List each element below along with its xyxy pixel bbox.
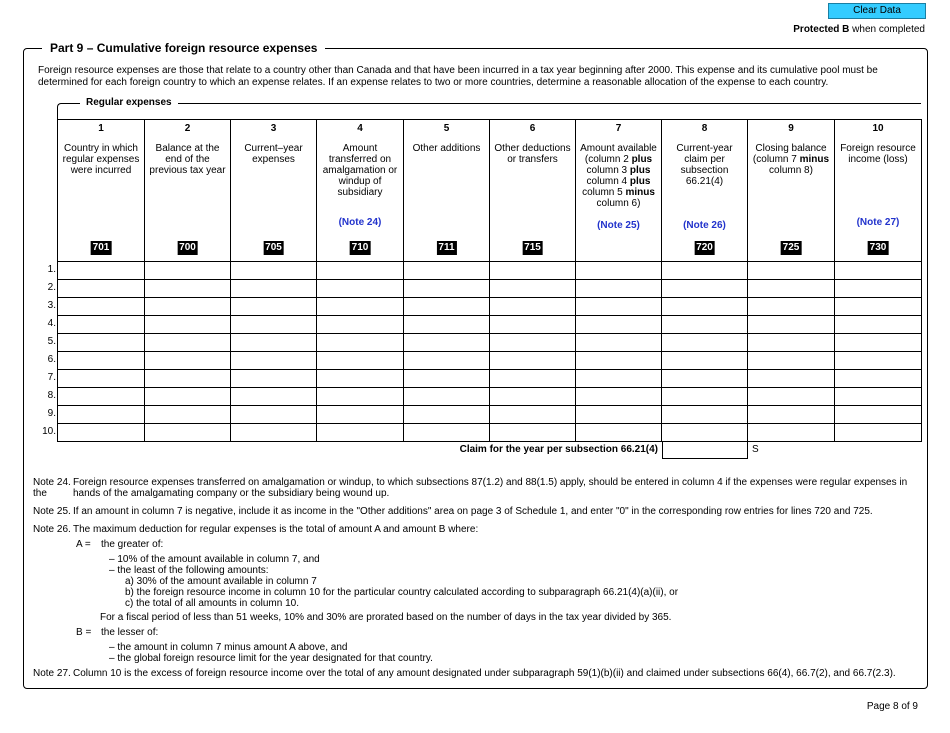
column-number: 3	[270, 123, 277, 134]
table-cell-input[interactable]	[404, 334, 490, 352]
column-number: 7	[615, 123, 622, 134]
table-cell-input[interactable]	[748, 334, 835, 352]
table-cell-input[interactable]	[145, 316, 231, 334]
table-cell-input[interactable]	[58, 370, 145, 388]
column-description: Current-year claim per subsection 66.21(4)	[676, 143, 733, 187]
table-cell-input[interactable]	[317, 370, 404, 388]
table-cell-input[interactable]	[317, 262, 404, 280]
table-cell-input[interactable]	[145, 262, 231, 280]
table-cell-input[interactable]	[490, 424, 576, 442]
row-number: 5.	[47, 336, 56, 347]
table-cell-input[interactable]	[490, 406, 576, 424]
protected-label: Protected B when completed	[793, 24, 925, 35]
table-row	[58, 298, 922, 316]
table-cell-input[interactable]	[317, 298, 404, 316]
fiscal-period-note: For a fiscal period of less than 51 weeks, 10% and 30% are prorated based on the number of days in the tax year divided by 365.	[100, 612, 672, 623]
table-cell-input[interactable]	[576, 334, 662, 352]
table-row	[58, 370, 922, 388]
amount-a-label: A =	[76, 539, 91, 550]
regular-expenses-label: Regular expenses	[80, 97, 178, 108]
amount-b-label: B =	[76, 627, 92, 638]
row-number: 10.	[42, 426, 56, 437]
table-cell-input[interactable]	[58, 334, 145, 352]
table-cell-input[interactable]	[145, 406, 231, 424]
note-24-cont: hands of the amalgamating company or the subsidiary being wound up.	[73, 488, 390, 499]
table-cell-input[interactable]	[835, 280, 922, 298]
table-row	[58, 388, 922, 406]
table-cell-input[interactable]	[662, 388, 748, 406]
table-cell-input[interactable]	[748, 424, 835, 442]
table-cell-input[interactable]	[145, 388, 231, 406]
table-cell-input[interactable]	[58, 352, 145, 370]
column-header-9	[748, 120, 835, 262]
column-number: 9	[788, 123, 794, 134]
claim-label: Claim for the year per subsection 66.21(4)	[459, 444, 658, 455]
table-cell-input[interactable]	[662, 334, 748, 352]
column-number: 1	[98, 123, 104, 134]
table-cell-input[interactable]	[317, 316, 404, 334]
note-24: Note 24. Foreign resource expenses transferred on amalgamation or windup, to which subsections 87(1.2) and 88(1.5) apply, should be entered in column 4 if the expenses were regular expenses in the	[33, 477, 908, 499]
table-cell-input[interactable]	[317, 280, 404, 298]
table-cell-input[interactable]	[576, 406, 662, 424]
table-cell-input[interactable]	[835, 406, 922, 424]
line-code-badge: 710	[351, 242, 369, 253]
table-cell-input[interactable]	[490, 352, 576, 370]
amount-b-item-1: – the amount in column 7 minus amount A above, and	[109, 642, 348, 653]
table-cell-input[interactable]	[58, 280, 145, 298]
column-description: Amount transferred on amalgamation or windup of subsidiary	[322, 143, 398, 198]
table-cell-input[interactable]	[835, 298, 922, 316]
table-cell-input[interactable]	[576, 262, 662, 280]
table-cell-input[interactable]	[404, 388, 490, 406]
amount-a-item-2: – the least of the following amounts:	[109, 565, 269, 576]
table-cell-input[interactable]	[58, 262, 145, 280]
column-description: Foreign resource income (loss)	[840, 143, 916, 165]
table-cell-input[interactable]	[662, 316, 748, 334]
clear-data-button[interactable]: Clear Data	[828, 3, 926, 19]
column-description: Amount available (column 2 plus column 3 plus column 4 plus column 5 minus column 6)	[580, 143, 657, 209]
table-cell-input[interactable]	[404, 406, 490, 424]
line-code-badge: 700	[179, 242, 196, 253]
column-number: 6	[529, 123, 536, 134]
column-number: 4	[357, 123, 363, 134]
row-number: 1.	[47, 264, 56, 275]
table-cell-input[interactable]	[231, 262, 317, 280]
table-cell-input[interactable]	[835, 424, 922, 442]
table-cell-input[interactable]	[662, 424, 748, 442]
table-cell-input[interactable]	[317, 352, 404, 370]
table-cell-input[interactable]	[145, 334, 231, 352]
table-cell-input[interactable]	[576, 298, 662, 316]
claim-suffix: S	[752, 444, 759, 455]
table-cell-input[interactable]	[490, 298, 576, 316]
note-27: Note 27. Column 10 is the excess of foreign resource income over the total of any amount designated under subparagraph 59(1)(b)(ii) and claimed under subsections 66(4), 66.7(2), and 66.7(2.3).	[33, 668, 896, 679]
table-cell-input[interactable]	[748, 388, 835, 406]
table-cell-input[interactable]	[662, 406, 748, 424]
table-row	[58, 406, 922, 424]
row-number: 7.	[47, 372, 56, 383]
table-cell-input[interactable]	[231, 316, 317, 334]
table-row	[58, 280, 922, 298]
table-cell-input[interactable]	[835, 388, 922, 406]
table-cell-input[interactable]	[58, 406, 145, 424]
column-header-4	[317, 120, 404, 262]
table-cell-input[interactable]	[576, 388, 662, 406]
part-title: Part 9 – Cumulative foreign resource expenses	[42, 41, 325, 55]
column-header-7	[576, 120, 662, 262]
table-cell-input[interactable]	[835, 316, 922, 334]
column-header-2	[145, 120, 231, 262]
row-number: 3.	[47, 300, 56, 311]
note-25: Note 25. If an amount in column 7 is negative, include it as income in the "Other additions" area on page 3 of Schedule 1, and enter "0" in the corresponding row entries for lines 720 and 725.	[33, 506, 873, 517]
column-description: Balance at the end of the previous tax year	[149, 143, 226, 176]
table-cell-input[interactable]	[231, 298, 317, 316]
column-number: 10	[872, 123, 884, 134]
amount-b-text: the lesser of:	[101, 627, 159, 638]
table-cell-input[interactable]	[404, 316, 490, 334]
table-cell-input[interactable]	[145, 298, 231, 316]
table-cell-input[interactable]	[662, 298, 748, 316]
table-cell-input[interactable]	[490, 316, 576, 334]
table-cell-input[interactable]	[490, 280, 576, 298]
table-cell-input[interactable]	[576, 352, 662, 370]
table-cell-input[interactable]	[231, 280, 317, 298]
column-header-1	[58, 120, 145, 262]
table-row	[58, 334, 922, 352]
column-note-ref: (Note 24)	[338, 217, 382, 228]
table-cell-input[interactable]	[145, 370, 231, 388]
table-cell-input[interactable]	[145, 424, 231, 442]
line-code-badge: 715	[524, 242, 541, 253]
table-cell-input[interactable]	[58, 298, 145, 316]
table-cell-input[interactable]	[145, 280, 231, 298]
row-number: 9.	[47, 408, 56, 419]
table-cell-input[interactable]	[576, 316, 662, 334]
table-cell-input[interactable]	[490, 370, 576, 388]
table-cell-input[interactable]	[662, 352, 748, 370]
column-header-10	[835, 120, 922, 262]
table-row	[58, 424, 922, 442]
intro-text: Foreign resource expenses are those that relate to a country other than Canada and that have been incurred in a tax year beginning after 2000. This expense and its cumulative pool must be determined for each foreign country to which an expense relates. If an expense relates to two or more countries, determine a reasonable allocation of the expense to each country.	[38, 65, 878, 88]
line-code-badge: 725	[782, 242, 800, 253]
table-cell-input[interactable]	[576, 280, 662, 298]
table-cell-input[interactable]	[662, 370, 748, 388]
line-code-badge: 705	[265, 242, 282, 253]
table-cell-input[interactable]	[835, 352, 922, 370]
table-cell-input[interactable]	[662, 262, 748, 280]
table-cell-input[interactable]	[490, 388, 576, 406]
table-cell-input[interactable]	[404, 370, 490, 388]
regular-expenses-frame	[57, 103, 921, 119]
expenses-table	[57, 119, 922, 442]
table-cell-input[interactable]	[490, 262, 576, 280]
table-cell-input[interactable]	[835, 370, 922, 388]
table-cell-input[interactable]	[317, 424, 404, 442]
line-code-badge: 720	[696, 242, 713, 253]
amount-a-item-1: – 10% of the amount available in column 7, and	[109, 554, 320, 565]
table-cell-input[interactable]	[748, 262, 835, 280]
table-cell-input[interactable]	[748, 280, 835, 298]
table-cell-input[interactable]	[404, 280, 490, 298]
table-row	[58, 316, 922, 334]
table-cell-input[interactable]	[576, 370, 662, 388]
table-cell-input[interactable]	[748, 406, 835, 424]
table-cell-input[interactable]	[835, 334, 922, 352]
column-header-6	[490, 120, 576, 262]
table-cell-input[interactable]	[317, 406, 404, 424]
table-cell-input[interactable]	[231, 334, 317, 352]
line-code-badge: 701	[92, 242, 110, 253]
column-description: Country in which regular expenses were incurred	[62, 143, 140, 176]
page-number: Page 8 of 9	[866, 701, 918, 712]
line-code-badge: 711	[438, 242, 455, 253]
column-description: Other deductions or transfers	[494, 143, 571, 165]
row-number: 8.	[47, 390, 56, 401]
table-cell-input[interactable]	[404, 352, 490, 370]
table-cell-input[interactable]	[835, 262, 922, 280]
table-cell-input[interactable]	[58, 424, 145, 442]
amount-a-sub-a: a) 30% of the amount available in column 7	[125, 576, 317, 587]
column-header-8	[662, 120, 748, 262]
table-cell-input[interactable]	[231, 352, 317, 370]
line-code-badge: 730	[869, 242, 887, 253]
amount-a-sub-c: c) the total of all amounts in column 10.	[125, 598, 299, 609]
table-cell-input[interactable]	[58, 316, 145, 334]
table-cell-input[interactable]	[58, 388, 145, 406]
row-number: 2.	[47, 282, 56, 293]
table-cell-input[interactable]	[662, 280, 748, 298]
table-cell-input[interactable]	[748, 370, 835, 388]
amount-b-item-2: – the global foreign resource limit for the year designated for that country.	[109, 653, 433, 664]
table-cell-input[interactable]	[748, 316, 835, 334]
table-cell-input[interactable]	[231, 388, 317, 406]
table-cell-input[interactable]	[231, 406, 317, 424]
table-cell-input[interactable]	[145, 352, 231, 370]
table-cell-input[interactable]	[231, 370, 317, 388]
table-row	[58, 262, 922, 280]
table-cell-input[interactable]	[317, 334, 404, 352]
row-number: 6.	[47, 354, 56, 365]
column-header-5	[404, 120, 490, 262]
table-cell-input[interactable]	[231, 424, 317, 442]
table-cell-input[interactable]	[748, 352, 835, 370]
column-note-ref: (Note 27)	[856, 217, 900, 228]
table-row	[58, 352, 922, 370]
table-cell-input[interactable]	[404, 298, 490, 316]
column-description: Current–year expenses	[244, 143, 303, 165]
column-number: 2	[184, 123, 191, 134]
table-cell-input[interactable]	[317, 388, 404, 406]
column-note-ref: (Note 25)	[597, 220, 640, 231]
column-number: 8	[701, 123, 708, 134]
amount-a-sub-b: b) the foreign resource income in column 10 for the particular country calculated according to subparagraph 66.21(4)(a)(ii), or	[125, 587, 679, 598]
note-26: Note 26. The maximum deduction for regular expenses is the total of amount A and amount B where:	[33, 524, 479, 535]
table-cell-input[interactable]	[404, 262, 490, 280]
claim-input[interactable]	[662, 442, 748, 459]
amount-a-text: the greater of:	[101, 539, 164, 550]
row-number: 4.	[47, 318, 56, 329]
column-header-3	[231, 120, 317, 262]
table-cell-input[interactable]	[748, 298, 835, 316]
column-note-ref: (Note 26)	[683, 220, 726, 231]
table-cell-input[interactable]	[490, 334, 576, 352]
column-description: Closing balance (column 7 minus column 8)	[752, 143, 830, 176]
column-number: 5	[443, 123, 450, 134]
column-description: Other additions	[412, 143, 481, 154]
table-cell-input[interactable]	[576, 424, 662, 442]
table-cell-input[interactable]	[404, 424, 490, 442]
